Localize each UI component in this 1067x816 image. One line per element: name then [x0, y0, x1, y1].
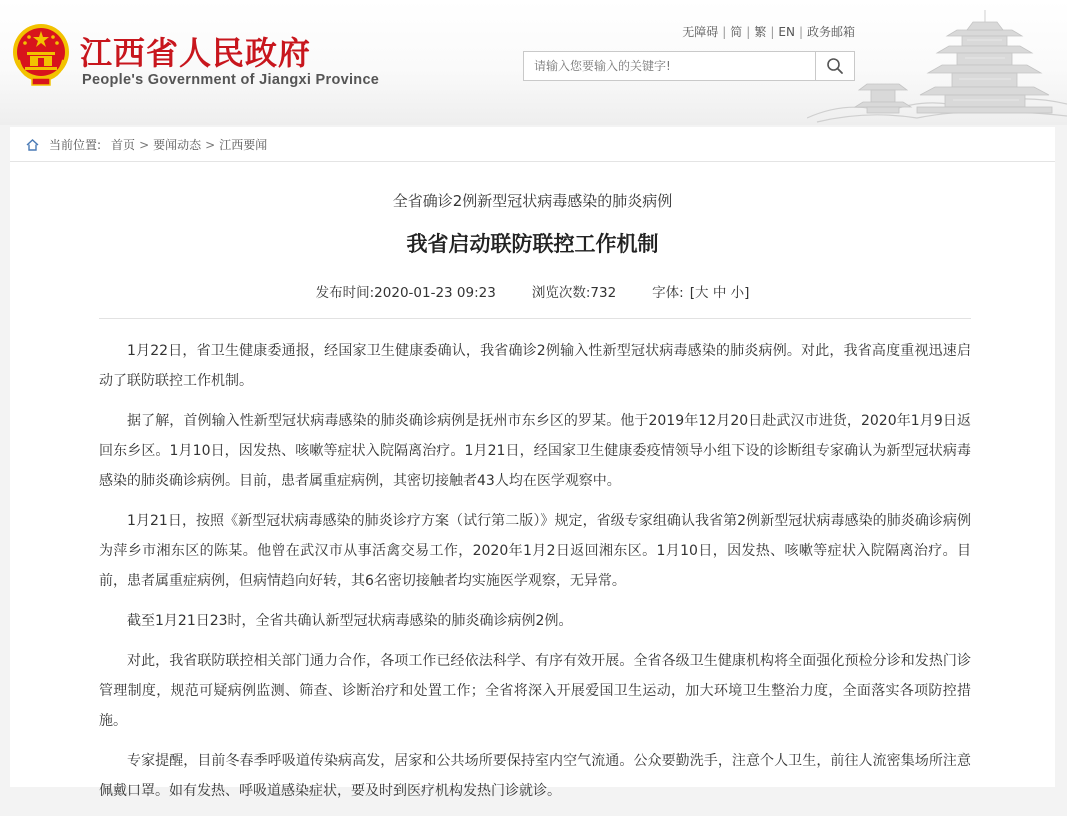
- font-size-large[interactable]: 大: [695, 285, 709, 301]
- traditional-chinese-link[interactable]: 繁: [754, 25, 767, 39]
- font-bracket-open: [: [689, 285, 696, 301]
- article-subtitle: 全省确诊2例新型冠状病毒感染的肺炎病例: [392, 192, 673, 210]
- breadcrumb: 当前位置: 首页 > 要闻动态 > 江西要闻: [26, 136, 267, 153]
- article-meta: [10, 281, 1055, 301]
- font-size-small[interactable]: 小: [730, 285, 745, 301]
- national-emblem-icon[interactable]: [10, 22, 72, 90]
- article-paragraph: 截至1月21日23时，全省共确认新型冠状病毒感染的肺炎确诊病例2例。: [127, 613, 573, 629]
- breadcrumb-label: 当前位置:: [49, 138, 102, 152]
- article-panel: [10, 127, 1055, 799]
- top-links: 无障碍 | 简 | 繁 | EN | 政务邮箱: [682, 25, 855, 39]
- article-body: [99, 336, 971, 816]
- divider: [99, 318, 971, 319]
- search-input[interactable]: [524, 52, 816, 80]
- site-header: [0, 0, 1067, 125]
- site-title[interactable]: 江西省人民政府: [80, 34, 312, 72]
- article-paragraph: 专家提醒，目前冬春季呼吸道传染病高发，居家和公共场所要保持室内空气流通。公众要勤洗手，注意个人卫生，前往人流密集场所注意佩戴口罩。如有发热、呼吸道感染症状，要及时到医疗机构发热门诊就诊。: [99, 753, 971, 799]
- simplified-chinese-link[interactable]: 简: [730, 25, 743, 39]
- article-paragraph: 对此，我省联防联控相关部门通力合作，各项工作已经依法科学、有序有效开展。全省各级卫生健康机构将全面强化预检分诊和发热门诊管理制度，规范可疑病例监测、筛查、诊断治疗和处置工作；全省将深入开展爱国卫生运动，加大环境卫生整治力度，全面落实各项防控措施。: [99, 653, 971, 729]
- breadcrumb-news[interactable]: 要闻动态: [153, 138, 202, 152]
- breadcrumb-home[interactable]: 首页: [111, 138, 136, 152]
- publish-label: 发布时间:: [315, 285, 375, 301]
- views-label: 浏览次数:: [531, 285, 591, 301]
- article-paragraph: 1月22日，省卫生健康委通报，经国家卫生健康委确认，我省确诊2例输入性新型冠状病毒感染的肺炎病例。对此，我省高度重视迅速启动了联防联控工作机制。: [99, 343, 971, 389]
- view-count: 732: [590, 285, 617, 301]
- home-icon: [26, 139, 39, 151]
- government-mail-link[interactable]: 政务邮箱: [806, 25, 855, 39]
- font-size-label: 字体:: [652, 285, 684, 301]
- breadcrumb-jiangxi-news[interactable]: 江西要闻: [219, 138, 268, 152]
- search-box: [523, 51, 855, 81]
- font-bracket-close: ]: [744, 285, 750, 301]
- tengwang-pavilion-illustration: [807, 0, 1067, 125]
- divider: [10, 161, 1055, 162]
- article-paragraph: 据了解，首例输入性新型冠状病毒感染的肺炎确诊病例是抚州市东乡区的罗某。他于2019年12月20日赴武汉市进货，2020年1月9日返回东乡区。1月10日，因发热、咳嗽等症状入院隔离治疗。1月21日，经国家卫生健康委疫情领导小组下设的诊断组专家确认为新型冠状病毒感染的肺炎确诊病例。目前，患者属重症病例，其密切接触者43人均在医学观察中。: [99, 413, 971, 489]
- article-paragraph: 1月21日，按照《新型冠状病毒感染的肺炎诊疗方案（试行第二版）》规定，省级专家组确认我省第2例新型冠状病毒感染的肺炎确诊病例为萍乡市湘东区的陈某。他曾在武汉市从事活禽交易工作，2020年1月2日返回湘东区。1月10日，因发热、咳嗽等症状入院隔离治疗。目前，患者属重症病例，但病情趋向好转，其6名密切接触者均实施医学观察，无异常。: [99, 513, 971, 589]
- article-title: 我省启动联防联控工作机制: [406, 232, 659, 256]
- publish-time: 2020-01-23 09:23: [374, 285, 496, 301]
- english-link[interactable]: EN: [778, 25, 795, 39]
- site-title-english[interactable]: People's Government of Jiangxi Province: [82, 72, 380, 88]
- accessibility-link[interactable]: 无障碍: [682, 25, 719, 39]
- font-size-medium[interactable]: 中: [712, 285, 727, 301]
